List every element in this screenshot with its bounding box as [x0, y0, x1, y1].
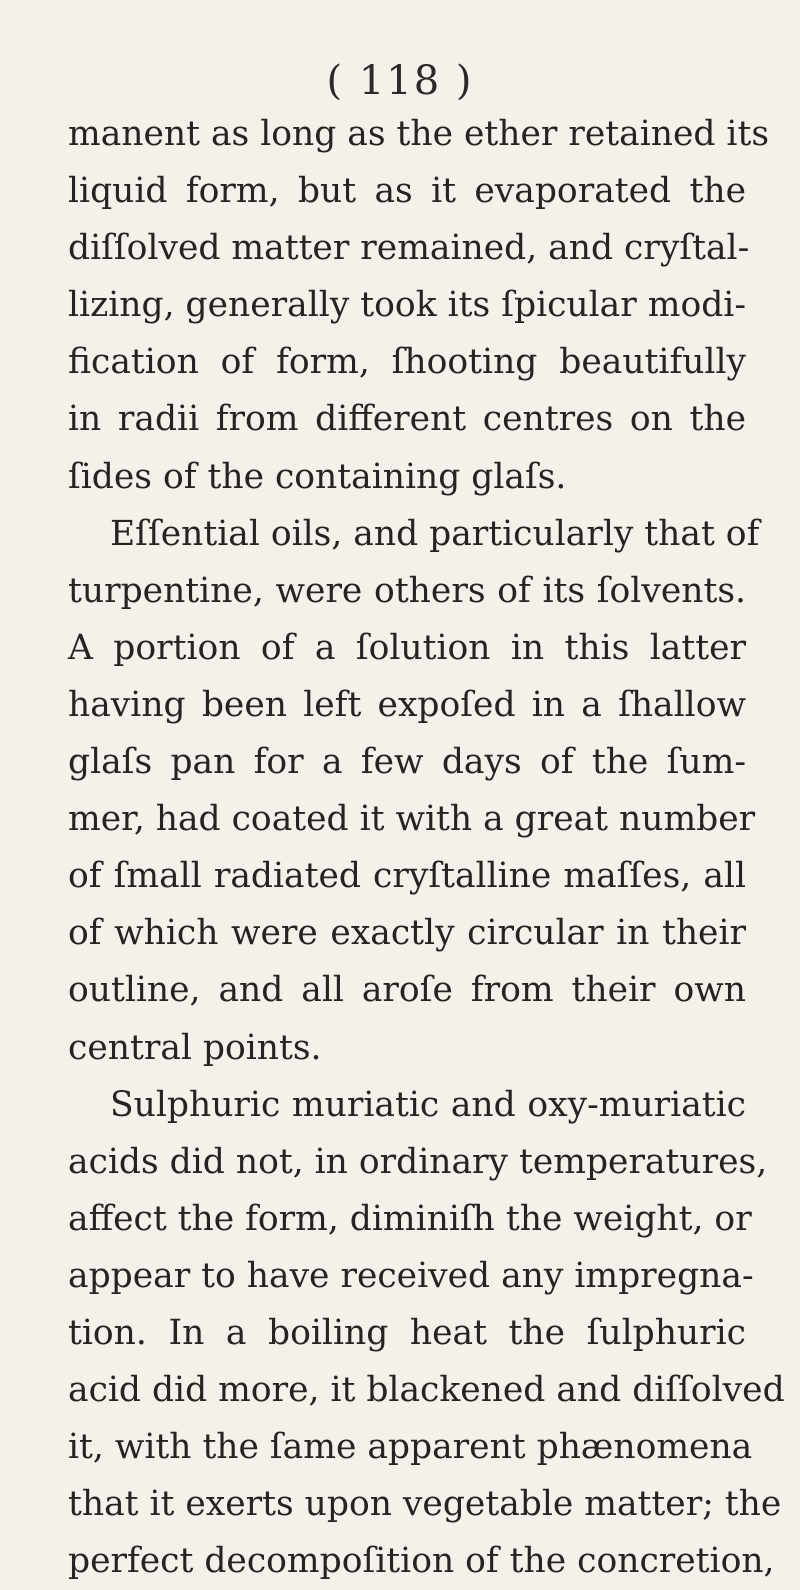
- text-line: that it exerts upon vegetable matter; the: [68, 1484, 782, 1525]
- text-line: tion. In a boiling heat the ſulphuric: [68, 1312, 746, 1353]
- page-number: ( 118 ): [326, 58, 474, 104]
- text-line: ſides of the containing glaſs.: [68, 456, 567, 497]
- text-line: in radii from different centres on the: [68, 399, 746, 440]
- text-line: it, with the ſame apparent phænomena: [68, 1427, 753, 1468]
- text-line: appear to have received any impregna-: [68, 1255, 754, 1296]
- text-line: having been left expoſed in a ſhallow: [68, 684, 746, 725]
- text-line: Eſſential oils, and particularly that of: [110, 513, 760, 554]
- text-line: fication of form, ſhooting beautifully: [68, 342, 746, 383]
- text-line: diſſolved matter remained, and cryſtal-: [68, 228, 750, 269]
- text-line: glaſs pan for a few days of the ſum-: [68, 742, 746, 783]
- text-line: acids did not, in ordinary temperatures,: [68, 1141, 768, 1182]
- text-line: lizing, generally took its ſpicular modi-: [68, 285, 746, 326]
- text-line: manent as long as the ether retained its: [68, 114, 770, 154]
- text-line: perfect decompoſition of the concretion,: [68, 1541, 775, 1582]
- text-line: central points.: [68, 1027, 322, 1068]
- text-line: turpentine, were others of its ſolvents.: [68, 570, 746, 611]
- text-line: Sulphuric muriatic and oxy-muriatic: [110, 1084, 746, 1125]
- text-line: outline, and all aroſe from their own: [68, 970, 746, 1011]
- text-line: acid did more, it blackened and diſſolved: [68, 1370, 785, 1411]
- text-line: affect the form, diminiſh the weight, or: [68, 1198, 752, 1239]
- body-text: [68, 106, 785, 1590]
- text-line: liquid form, but as it evaporated the: [68, 171, 746, 212]
- text-line: mer, had coated it with a great number: [68, 799, 756, 840]
- text-line: of ſmall radiated cryſtalline maſſes, all: [68, 856, 746, 897]
- text-line: A portion of a ſolution in this latter: [68, 627, 746, 668]
- text-line: of which were exactly circular in their: [68, 913, 746, 954]
